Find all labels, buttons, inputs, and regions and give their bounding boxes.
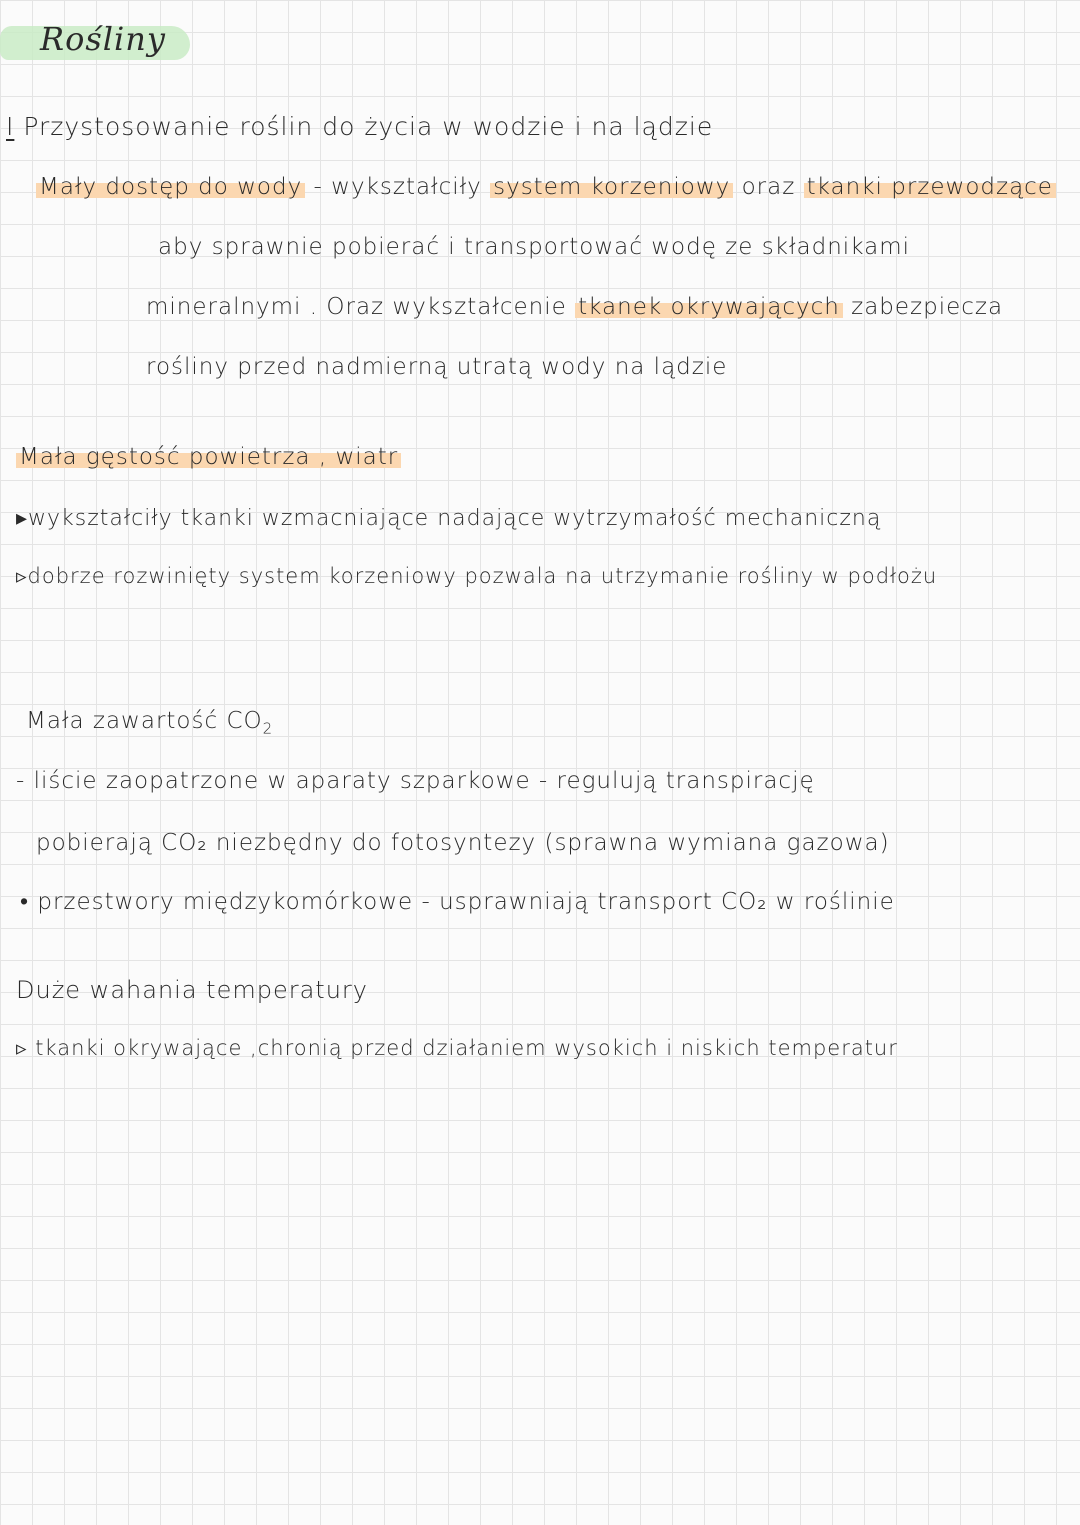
temp-heading: Duże wahania temperatury [16,976,368,1004]
co2-line-2: pobierają CO₂ niezbędny do fotosyntezy (sprawna wymiana gazowa) [36,830,890,856]
text-fragment: mineralnymi . Oraz wykształcenie [146,294,576,320]
highlight-root-system: system korzeniowy [490,174,733,200]
section-heading [6,112,713,141]
water-line-3 [146,294,1003,320]
co2-heading [26,708,273,738]
text-fragment: oraz [733,174,804,200]
page-title: Rośliny [40,20,166,58]
air-bullet-2: ▹dobrze rozwinięty system korzeniowy pozwala na utrzymanie rośliny w podłożu [16,564,938,588]
water-line-1 [36,174,1056,200]
co2-line-3: • przestwory międzykomórkowe - usprawniają transport CO₂ w roślinie [20,889,895,915]
water-line-4: rośliny przed nadmierną utratą wody na lądzie [146,354,728,380]
highlight-covering-tissue: tkanek okrywających [575,294,843,320]
subscript: 2 [262,719,274,738]
text-fragment: - wykształciły [305,174,491,200]
highlight-air-density: Mała gęstość powietrza , wiatr [16,444,401,470]
highlight-water-access: Mały dostęp do wody [36,174,305,200]
temp-line-1: ▹ tkanki okrywające ,chronią przed działaniem wysokich i niskich temperatur [16,1036,898,1060]
text-fragment: Mała zawartość CO [26,708,263,734]
air-heading [16,444,401,470]
highlight-conducting-tissue: tkanki przewodzące [804,174,1056,200]
co2-line-1: - liście zaopatrzone w aparaty szparkowe - regulują transpirację [16,768,815,794]
text-fragment: zabezpiecza [842,294,1004,320]
water-line-2: aby sprawnie pobierać i transportować wodę ze składnikami [158,234,910,260]
section-heading-text: Przystosowanie roślin do życia w wodzie i na lądzie [23,112,714,141]
air-bullet-1: ▸wykształciły tkanki wzmacniające nadające wytrzymałość mechaniczną [16,506,882,531]
section-numeral: I [6,112,15,141]
